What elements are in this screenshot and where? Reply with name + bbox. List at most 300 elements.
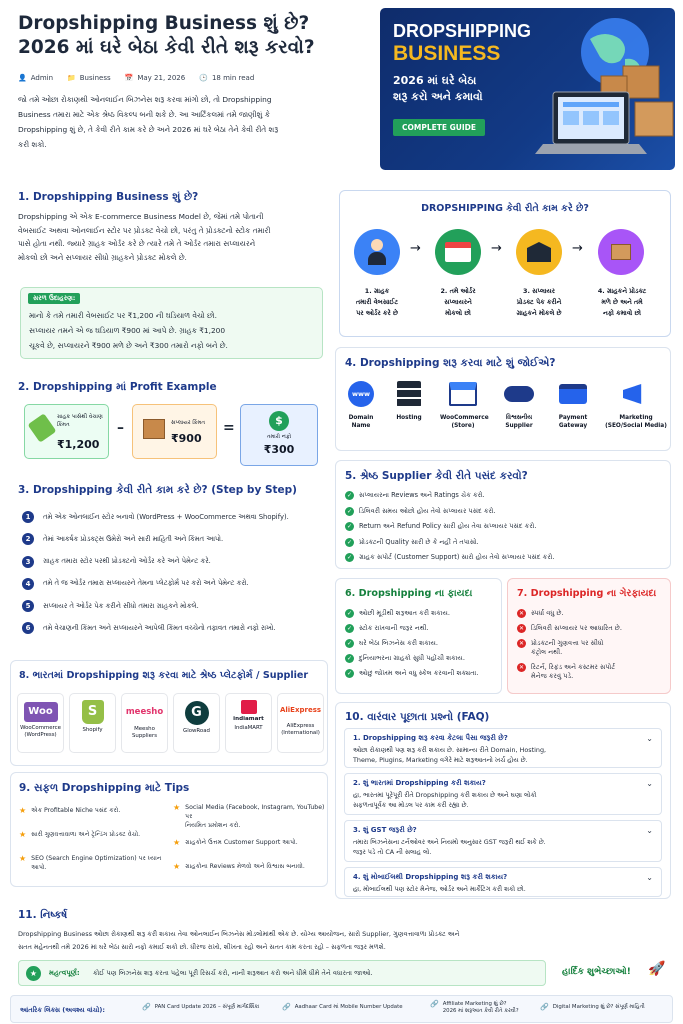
label-line: પ્રોડક્ટ પેક કરીને bbox=[516, 298, 562, 306]
label-line: Payment bbox=[558, 415, 588, 421]
item-text bbox=[531, 663, 615, 681]
handshake-icon bbox=[504, 380, 534, 408]
link-digital-marketing[interactable] bbox=[540, 1004, 645, 1011]
step-text: ગ્રાહક તમારા સ્ટોર પરથી પ્રોડક્ટનો ઓર્ડર કરે અને પેમેન્ટ કરે. bbox=[43, 557, 211, 566]
hero-line-2: BUSINESS bbox=[393, 42, 501, 65]
profit-card bbox=[240, 404, 318, 466]
dollar-symbol: $ bbox=[275, 414, 283, 427]
label-line: 1. ગ્રાહક bbox=[364, 287, 390, 295]
answer-line: હા, ભારતમાં પૂરેપૂરી રીતે Dropshipping કરી શકાય છે અને ઘણા લોકો bbox=[353, 791, 537, 799]
meta-row bbox=[18, 74, 363, 82]
example-line: ચૂકવે છે, સપ્લાયરને ₹900 મળે છે અને ₹300 તમારો નફો બને છે. bbox=[29, 341, 228, 350]
hero-line-1: DROPSHIPPING bbox=[393, 21, 532, 41]
logo-text: S bbox=[87, 704, 98, 719]
item-text: ઓછું જોખમ અને વધુ સ્કેલ કરવાની શક્યતા. bbox=[359, 669, 479, 677]
tip-line: આપો. bbox=[31, 864, 47, 871]
logo-text: G bbox=[191, 705, 202, 720]
link-icon: 🔗 bbox=[142, 1003, 151, 1011]
package-icon bbox=[611, 244, 631, 260]
platform-name bbox=[226, 725, 271, 732]
customer-step-icon bbox=[354, 229, 400, 275]
supplier-list bbox=[345, 491, 665, 569]
label-line: સપ્લાયરને bbox=[444, 298, 472, 306]
step-text: તેમાં આકર્ષક પ્રોડક્ટ્સ ઉમેરો અને સારી માહિતી અને કિંમત આપો. bbox=[43, 534, 224, 543]
section-title: 1. Dropshipping Business શું છે? bbox=[18, 191, 199, 203]
answer-line: તમારા બિઝનેસના ટર્નઓવર અને નિયમો અનુસાર GST જરૂરી થઈ શકે છે. bbox=[353, 838, 546, 846]
item-text: ઓછી મૂડીથી શરૂઆત કરી શકાય. bbox=[359, 609, 451, 617]
section-body bbox=[18, 210, 326, 264]
indiamart-logo-text bbox=[226, 716, 271, 722]
warehouse-icon bbox=[527, 242, 551, 262]
check-icon: ✓ bbox=[346, 523, 353, 530]
link-icon: 🔗 bbox=[540, 1003, 549, 1011]
supplier-price-card bbox=[132, 404, 217, 459]
link-icon: 🔗 bbox=[282, 1003, 291, 1011]
check-icon: ✓ bbox=[346, 655, 353, 662]
server-icon bbox=[394, 380, 424, 408]
label-line: વિશ્વસનીય bbox=[506, 415, 532, 421]
woocommerce-logo bbox=[24, 702, 58, 722]
chevron-down-icon[interactable]: ⌄ bbox=[646, 734, 653, 743]
item-text: ડિલિવરી સમય ઓછો હોય તેવો સપ્લાયર પસંદ કરો. bbox=[359, 506, 496, 515]
section-title: 6. Dropshipping ના ફાયદા bbox=[345, 588, 473, 599]
link-icon: 🔗 bbox=[430, 1000, 439, 1008]
how-step-label bbox=[342, 286, 412, 319]
x-icon: ✕ bbox=[518, 625, 525, 632]
pros-card bbox=[335, 578, 502, 694]
step-text: તમે એક ઓનલાઈન સ્ટોર બનાવો (WordPress + WooCommerce અથવા Shopify). bbox=[43, 512, 289, 521]
meta-author[interactable]: Admin bbox=[30, 74, 54, 82]
label-line: Supplier bbox=[505, 423, 533, 429]
credit-card-icon bbox=[558, 380, 588, 408]
faq-answer bbox=[353, 746, 653, 765]
tip-text: ગ્રાહકોને ઉત્તમ Customer Support આપો. bbox=[185, 839, 298, 846]
link-line: 2026 માં શરૂઆત કેવી રીતે કરવી? bbox=[442, 1008, 519, 1014]
list-item bbox=[517, 639, 667, 657]
complete-guide-button[interactable]: COMPLETE GUIDE bbox=[393, 119, 485, 136]
platform-indiamart[interactable] bbox=[225, 693, 272, 753]
supplier-card bbox=[335, 460, 671, 569]
delivery-step-icon bbox=[598, 229, 644, 275]
step-text: તમે વેચાણની કિંમત અને સપ્લાયરને આપેલી કિંમત વચ્ચેનો તફાવત તમારો નફો રાખો. bbox=[43, 623, 276, 632]
link-line: Affiliate Marketing શું છે? bbox=[442, 1001, 507, 1007]
logo-text: indiamart bbox=[233, 716, 264, 722]
label-line: Gateway bbox=[558, 423, 588, 429]
platform-name bbox=[122, 726, 167, 740]
wish-text: હાર્દિક શુભેચ્છાઓ! bbox=[562, 967, 631, 977]
label-line: 3. સપ્લાયર bbox=[523, 287, 555, 295]
list-item bbox=[345, 609, 500, 618]
list-item bbox=[173, 862, 325, 871]
user-icon: 👤 bbox=[18, 74, 27, 82]
article-header bbox=[18, 12, 363, 152]
list-item bbox=[345, 624, 500, 633]
platforms-card bbox=[10, 660, 328, 766]
store-icon bbox=[448, 380, 478, 408]
person-icon bbox=[368, 239, 386, 265]
item-text: દુનિયાભરના ગ્રાહકો સુધી પહોંચી શકાય. bbox=[359, 654, 465, 662]
tag-icon bbox=[27, 413, 56, 442]
name-line: (International) bbox=[281, 730, 320, 736]
tips-card bbox=[10, 772, 328, 887]
list-item bbox=[173, 803, 325, 830]
customer-price-label: ગ્રાહક પાસેથી વેચાણ કિંમત bbox=[57, 414, 103, 428]
section-title: 8. ભારતમાં Dropshipping શરૂ કરવા માટે શ્રેષ્ઠ પ્લેટફોર્મ / Supplier bbox=[19, 670, 309, 681]
cons-list bbox=[517, 609, 667, 687]
answer-line: Theme, Plugins, Marketing વગેરે માટે શરૂઆતનો ખર્ચ હોય છે. bbox=[353, 755, 528, 764]
arrow-icon: → bbox=[491, 241, 502, 256]
how-step-label bbox=[502, 286, 576, 319]
answer-line: ઓછા રોકાણથી પણ શરૂ કરી શકાય છે. સામાન્ય રીતે Domain, Hosting, bbox=[353, 746, 547, 754]
item-text: સ્ટોક રાખવાની જરૂર નથી. bbox=[359, 624, 429, 632]
supplier-price-label: સપ્લાયર કિંમત bbox=[171, 420, 206, 426]
list-item bbox=[22, 556, 327, 568]
list-item bbox=[345, 669, 500, 678]
step-number: 6 bbox=[22, 622, 34, 634]
customer-price-card bbox=[24, 404, 109, 459]
faq-question[interactable]: 4. શું મોબાઈલથી Dropshipping શરૂ કરી શકાય? bbox=[353, 873, 508, 881]
step-text: સપ્લાયર તે ઓર્ડર પેક કરીને સીધો તમારા ગ્રાહકને મોકલે. bbox=[43, 601, 199, 610]
list-item bbox=[173, 838, 325, 847]
profit-label: તમારો નફો bbox=[266, 434, 292, 440]
label-line: Marketing bbox=[619, 415, 653, 421]
tip-line: Social Media (Facebook, Instagram, YouTube) પર bbox=[185, 804, 325, 820]
list-item bbox=[22, 533, 327, 545]
cons-card bbox=[507, 578, 671, 694]
star-icon: ★ bbox=[173, 838, 181, 847]
tip-text: એક Profitable Niche પસંદ કરો. bbox=[31, 807, 121, 814]
req-domain bbox=[338, 380, 384, 430]
rocket-icon: 🚀 bbox=[648, 961, 666, 977]
store-icon bbox=[445, 242, 471, 262]
tip-text: ગ્રાહકોના Reviews મેળવો અને વિશ્વાસ બનાવો. bbox=[185, 863, 305, 870]
label-line: Hosting bbox=[396, 415, 422, 421]
list-item bbox=[19, 830, 169, 839]
meta-read-time: 18 min read bbox=[211, 74, 255, 82]
section-title: 5. શ્રેષ્ઠ Supplier કેવી રીતે પસંદ કરવો? bbox=[345, 470, 528, 482]
list-item bbox=[22, 511, 327, 523]
req-hosting bbox=[386, 380, 432, 422]
name-line: GlowRoad bbox=[183, 728, 210, 734]
meesho-logo bbox=[122, 707, 167, 717]
meta-category[interactable]: Business bbox=[79, 74, 111, 82]
section-profit-title: 2. Dropshipping માં Profit Example bbox=[18, 381, 217, 393]
title-line-2: 2026 માં ઘરે બેઠા કેવી રીતે શરૂ કરવો? bbox=[18, 37, 315, 58]
platform-name bbox=[70, 727, 115, 734]
item-line: કંટ્રોલ નથી. bbox=[531, 648, 563, 656]
list-item bbox=[19, 806, 169, 815]
shopify-logo bbox=[82, 700, 104, 724]
list-item bbox=[22, 600, 327, 612]
list-item bbox=[517, 609, 667, 618]
body-line: પાસે હોતા નથી. જ્યારે ગ્રાહક ઓર્ડર કરે છે ત્યારે તમે તે ઓર્ડર તમારા સપ્લાયરને bbox=[18, 239, 256, 248]
step-number: 3 bbox=[22, 556, 34, 568]
x-icon: ✕ bbox=[518, 610, 525, 617]
hero-line-4: શરૂ કરો અને કમાવો bbox=[393, 90, 483, 103]
item-text: ઘરે બેઠા બિઝનેસ કરી શકાય. bbox=[359, 639, 438, 647]
faq-item[interactable] bbox=[344, 728, 662, 768]
note-text: કોઈ પણ બિઝનેસ શરૂ કરતા પહેલા પૂરી રિસર્ચ કરો, નાની શરૂઆત કરો અને ધીમે ધીમે તેને વધારતા જાઓ. bbox=[93, 969, 373, 977]
faq-question[interactable]: 1. Dropshipping શરૂ કરવા કેટલા પૈસા જરૂરી છે? bbox=[353, 734, 508, 742]
link-text[interactable]: Digital Marketing શું છે? સંપૂર્ણ માહિતી bbox=[552, 1004, 645, 1010]
tip-text bbox=[31, 854, 161, 872]
star-icon: ★ bbox=[19, 854, 27, 863]
platform-meesho[interactable] bbox=[121, 693, 168, 753]
item-text bbox=[531, 639, 603, 657]
item-text: સ્પર્ધા વધુ છે. bbox=[531, 609, 564, 617]
faq-answer bbox=[353, 885, 653, 895]
star-icon: ★ bbox=[19, 806, 27, 815]
step-number: 1 bbox=[22, 511, 34, 523]
chevron-down-icon[interactable]: ⌄ bbox=[646, 826, 653, 835]
badge-icon: ★ bbox=[26, 966, 41, 981]
arrow-icon: → bbox=[410, 241, 421, 256]
aliexpress-logo bbox=[278, 706, 323, 714]
list-item bbox=[345, 639, 500, 648]
page-title bbox=[18, 12, 363, 60]
list-item bbox=[19, 854, 174, 872]
platform-name bbox=[18, 725, 63, 739]
check-icon: ✓ bbox=[346, 492, 353, 499]
clock-icon: 🕒 bbox=[199, 74, 208, 82]
check-icon: ✓ bbox=[346, 507, 353, 515]
label-line: Domain bbox=[348, 415, 374, 421]
faq-item[interactable] bbox=[344, 867, 662, 897]
hero-line-3: 2026 માં ઘરે બેઠા bbox=[393, 74, 477, 87]
label-line: 4. ગ્રાહકને પ્રોડક્ટ bbox=[597, 287, 647, 295]
section-title: 4. Dropshipping શરૂ કરવા માટે શું જોઈએ? bbox=[345, 357, 556, 369]
step-number: 5 bbox=[22, 600, 34, 612]
box-icon bbox=[143, 419, 165, 439]
answer-line: સફળતાપૂર્વક આ મોડલ પર કામ કરી રહ્યા છે. bbox=[353, 800, 469, 809]
req-marketing bbox=[604, 380, 668, 430]
list-item bbox=[22, 578, 327, 590]
name-line: Shopify bbox=[82, 727, 103, 733]
link-text[interactable]: PAN Card Update 2026 – સંપૂર્ણ માર્ગદર્શિકા bbox=[154, 1004, 260, 1010]
body-line: મોકલો છો અને સપ્લાયર સીધો ગ્રાહકને પ્રોડક્ટ મોકલે છે. bbox=[18, 252, 187, 262]
title-line-1: Dropshipping Business શું છે? bbox=[18, 13, 310, 34]
link-affiliate[interactable] bbox=[430, 1001, 519, 1015]
logo-text: AliExpress bbox=[279, 706, 322, 714]
x-icon: ✕ bbox=[518, 664, 525, 671]
list-item bbox=[22, 622, 327, 634]
hero-banner bbox=[380, 8, 675, 170]
requirements-card bbox=[335, 347, 671, 451]
www-text: www bbox=[351, 390, 370, 398]
note-label: મહત્વપૂર્ણ: bbox=[49, 969, 80, 977]
req-label bbox=[550, 414, 596, 430]
check-icon: ✓ bbox=[346, 670, 353, 677]
faq-answer bbox=[353, 791, 653, 810]
list-item bbox=[517, 663, 667, 681]
check-icon: ✓ bbox=[346, 610, 353, 617]
chevron-down-icon[interactable]: ⌄ bbox=[646, 873, 653, 882]
example-line: સપ્લાયર તમને એ જ ઘડિયાળ ₹900 માં આપે છે. ગ્રાહક ₹1,200 bbox=[29, 326, 226, 335]
globe-icon bbox=[346, 380, 376, 408]
item-line: રિટર્ન, રિફંડ અને કસ્ટમર સપોર્ટ bbox=[531, 663, 616, 671]
req-supplier bbox=[496, 380, 542, 430]
item-line: પ્રોડક્ટની ગુણવત્તા પર સીધો bbox=[531, 639, 604, 647]
link-text[interactable] bbox=[443, 1001, 519, 1015]
star-icon: ★ bbox=[173, 862, 181, 871]
equals-sign: = bbox=[223, 420, 235, 436]
label-line: (Store) bbox=[451, 423, 475, 429]
step-number: 2 bbox=[22, 533, 34, 545]
glowroad-logo bbox=[185, 701, 209, 725]
warehouse-step-icon bbox=[516, 229, 562, 275]
faq-answer bbox=[353, 838, 653, 857]
how-step-label bbox=[584, 286, 660, 319]
link-aadhaar[interactable] bbox=[282, 1004, 403, 1011]
name-line: IndiaMART bbox=[234, 725, 263, 731]
item-text: ગ્રાહક સપોર્ટ (Customer Support) સારો હોય તેવો સપ્લાયર પસંદ કરો. bbox=[359, 553, 555, 561]
req-label bbox=[338, 414, 384, 430]
profit-value: ₹300 bbox=[263, 443, 295, 456]
label-line: તમારી વેબસાઈટ bbox=[355, 298, 399, 306]
list-item bbox=[517, 624, 667, 633]
req-woocommerce bbox=[440, 380, 489, 430]
star-icon: ★ bbox=[19, 830, 27, 839]
check-icon: ✓ bbox=[346, 538, 353, 546]
minus-sign: – bbox=[117, 420, 124, 436]
answer-line: જરૂર પડે તો CA ની સલાહ લો. bbox=[353, 847, 432, 856]
tip-text bbox=[185, 803, 325, 830]
section-title: 10. વારંવાર પૂછાતા પ્રશ્નો (FAQ) bbox=[345, 711, 490, 723]
req-payment bbox=[550, 380, 596, 430]
conclusion-text bbox=[18, 928, 668, 953]
item-text: ડિલિવરી સપ્લાયર પર આધારિત છે. bbox=[531, 624, 622, 632]
intro-line: Business તમારા માટે એક શ્રેષ્ઠ વિકલ્પ બની શકે છે. આ આર્ટિકલમાં તમે જાણીશું કે bbox=[18, 110, 270, 119]
tip-line: SEO (Search Engine Optimization) પર ધ્યાન bbox=[31, 855, 162, 862]
label-line: ગ્રાહકને મોકલે છે bbox=[516, 309, 562, 317]
section-what-is bbox=[18, 191, 326, 264]
item-text: પ્રોડક્ટની Quality સારી છે કે નહીં તે તપાસો. bbox=[359, 537, 479, 546]
label-line: મળે છે અને તમે bbox=[601, 298, 643, 306]
label-line: નફો કમાવો છો bbox=[602, 309, 642, 317]
item-text: Return અને Refund Policy સારી હોય તેવા સપ્લાયર પસંદ કરો. bbox=[359, 522, 537, 530]
logo-text: Woo bbox=[28, 706, 53, 717]
section-steps-title: 3. Dropshipping કેવી રીતે કામ કરે છે? (Step by Step) bbox=[18, 484, 297, 496]
link-text[interactable]: Aadhaar Card માં Mobile Number Update bbox=[294, 1004, 403, 1010]
store-step-icon bbox=[435, 229, 481, 275]
x-icon: ✕ bbox=[518, 640, 525, 647]
list-item bbox=[345, 553, 665, 562]
folder-icon: 📁 bbox=[67, 74, 76, 82]
platform-aliexpress[interactable] bbox=[277, 693, 324, 753]
check-icon: ✓ bbox=[346, 554, 353, 561]
intro-line: જો તમે ઓછા રોકાણથી ઓનલાઈન બિઝનેસ શરૂ કરવા માંગો છો, તો Dropshipping bbox=[18, 95, 272, 104]
important-note bbox=[18, 960, 546, 986]
intro-line: કરી શકો. bbox=[18, 140, 47, 149]
body-line: Dropshipping Business ઓછા રોકાણથી શરૂ કરી શકાય તેવા ઓનલાઈન બિઝનેસ મોડલોમાંથી એક છે. યોગ્ય આયોજન, સારો Supplier, ગુણવત્તાવાળા પ્રોડક્ટ અને bbox=[18, 930, 460, 938]
calendar-icon: 📅 bbox=[124, 74, 134, 82]
req-label bbox=[440, 414, 489, 430]
section-title: 9. સફળ Dropshipping માટે Tips bbox=[19, 782, 190, 794]
req-label bbox=[386, 414, 432, 422]
link-pan-card[interactable] bbox=[142, 1004, 259, 1011]
chevron-down-icon[interactable]: ⌄ bbox=[646, 779, 653, 788]
logo-text: meesho bbox=[125, 707, 164, 717]
check-icon: ✓ bbox=[346, 625, 353, 632]
money-bag-icon bbox=[269, 411, 289, 431]
label-line: Name bbox=[351, 423, 371, 429]
label-line: પર ઓર્ડર કરે છે bbox=[356, 309, 398, 317]
answer-line: હા, મોબાઈલથી પણ સ્ટોર મેનેજ, ઓર્ડર અને માર્કેટિંગ કરી શકો છો. bbox=[353, 885, 526, 893]
name-line: WooCommerce bbox=[20, 725, 61, 731]
example-box bbox=[20, 287, 323, 359]
faq-question[interactable]: 3. શું GST જરૂરી છે? bbox=[353, 826, 417, 834]
example-text bbox=[29, 308, 228, 353]
label-line: WooCommerce bbox=[440, 415, 489, 421]
globe-laptop-boxes-illustration bbox=[505, 14, 675, 170]
faq-card bbox=[335, 702, 671, 899]
links-label: આંતરિક લિંક્સ (અવશ્ય વાંચો): bbox=[20, 1006, 105, 1014]
name-line: Meesho bbox=[134, 726, 155, 732]
list-item bbox=[345, 654, 500, 663]
req-label bbox=[496, 414, 542, 430]
meta-date: May 21, 2026 bbox=[137, 74, 186, 82]
conclusion-section bbox=[18, 909, 668, 953]
platform-name bbox=[174, 728, 219, 735]
faq-item[interactable] bbox=[344, 773, 662, 815]
body-line: વેબસાઈટ અથવા ઓનલાઈન સ્ટોર પર પ્રોડક્ટ વેચો છો, પરંતુ તે પ્રોડક્ટનો સ્ટોક તમારી bbox=[18, 225, 271, 235]
item-line: મેનેજ કરવું પડે. bbox=[531, 672, 574, 680]
pros-list bbox=[345, 609, 500, 684]
list-item bbox=[345, 491, 665, 500]
platform-glowroad[interactable] bbox=[173, 693, 220, 753]
list-item bbox=[345, 507, 665, 516]
name-line: (WordPress) bbox=[24, 732, 57, 738]
star-icon: ★ bbox=[173, 803, 181, 812]
customer-price-value: ₹1,200 bbox=[57, 438, 100, 451]
req-label bbox=[604, 414, 668, 430]
tip-line: નિયમિત પ્રમોશન કરો. bbox=[185, 822, 241, 829]
supplier-price-value: ₹900 bbox=[171, 432, 202, 445]
section-title: 7. Dropshipping ના ગેરફાયદા bbox=[517, 588, 657, 599]
faq-item[interactable] bbox=[344, 820, 662, 862]
faq-question[interactable]: 2. શું ભારતમાં Dropshipping કરી શકાય? bbox=[353, 779, 486, 787]
arrow-icon: → bbox=[572, 241, 583, 256]
step-text: તમે તે જ ઓર્ડર તમારા સપ્લાયરને તેમના પ્લેટફોર્મ પર કરો અને પેમેન્ટ કરો. bbox=[43, 579, 249, 588]
label-line: (SEO/Social Media) bbox=[605, 423, 667, 429]
name-line: Suppliers bbox=[131, 733, 158, 739]
item-text: સપ્લાયરના Reviews અને Ratings ચેક કરો. bbox=[359, 491, 485, 499]
list-item bbox=[345, 538, 665, 547]
platform-woocommerce[interactable] bbox=[17, 693, 64, 753]
body-line: સતત મહેનતથી તમે 2026 માં ઘરે બેઠા સારો નફો કમાઈ શકો છો. ધીરજ રાખો, શીખતા રહો અને સતત કામ કરતા રહો – સફળતા જરૂર મળશે. bbox=[18, 942, 386, 951]
tip-text: સારી ગુણવત્તાવાળા અને ટ્રેન્ડિંગ પ્રોડક્ટ વેચો. bbox=[31, 831, 141, 838]
intro-paragraph bbox=[18, 92, 363, 152]
example-line: માનો કે તમે તમારી વેબસાઈટ પર ₹1,200 ની ઘડિયાળ વેચો છો. bbox=[29, 311, 217, 320]
check-icon: ✓ bbox=[346, 640, 353, 647]
how-it-works-card bbox=[339, 190, 671, 337]
body-line: Dropshipping એ એક E-commerce Business Model છે, જેમાં તમે પોતાની bbox=[18, 212, 264, 221]
label-line: મોકલો છો bbox=[445, 309, 471, 317]
steps-list bbox=[22, 511, 327, 645]
label-line: 2. તમે ઓર્ડર bbox=[440, 287, 476, 295]
how-title: DROPSHIPPING કેવી રીતે કામ કરે છે? bbox=[421, 203, 589, 214]
how-step-label bbox=[423, 286, 493, 319]
intro-line: Dropshipping શું છે, તે કેવી રીતે કામ કરે છે અને 2026 માં ઘરે બેઠા તેને કેવી રીતે શરૂ bbox=[18, 125, 279, 134]
indiamart-logo bbox=[241, 700, 257, 714]
name-line: AliExpress bbox=[286, 723, 315, 729]
megaphone-icon bbox=[621, 380, 651, 408]
platform-shopify[interactable] bbox=[69, 693, 116, 753]
platform-name bbox=[278, 723, 323, 737]
section-title: 11. નિષ્કર્ષ bbox=[18, 909, 68, 921]
list-item bbox=[345, 522, 665, 531]
example-tag: સરળ ઉદાહરણ: bbox=[28, 293, 80, 304]
